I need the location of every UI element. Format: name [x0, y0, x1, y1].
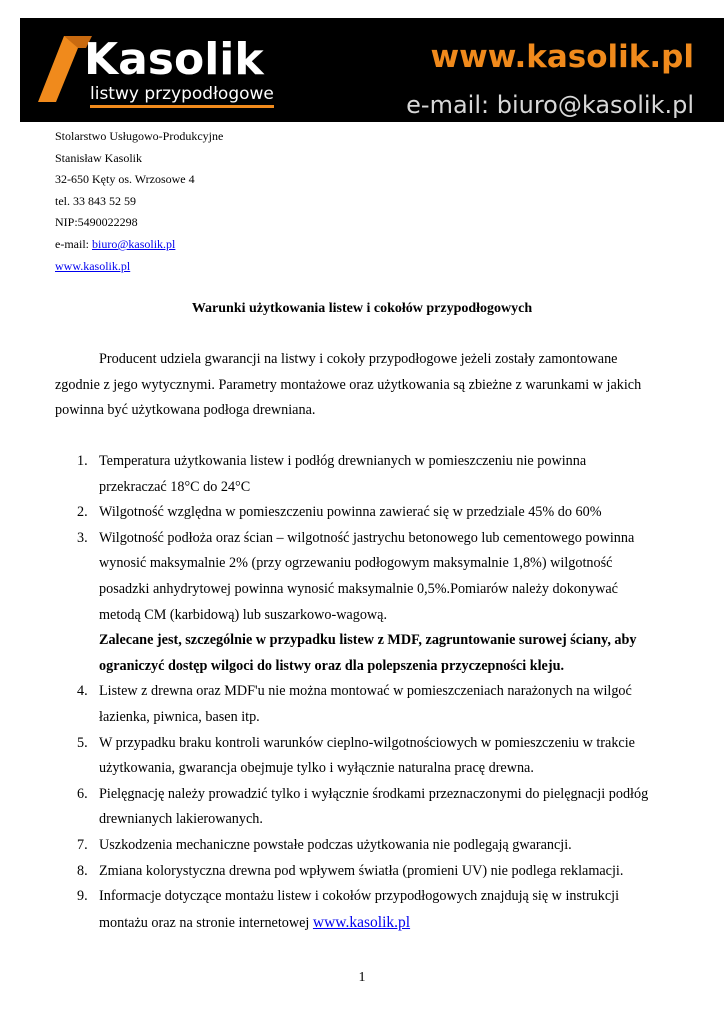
item-line: Zmiana kolorystyczna drewna pod wpływem światła (promieni UV) nie podlega reklamacji.: [99, 862, 624, 879]
item-line: Pielęgnację należy prowadzić tylko i wyłącznie środkami przeznaczonymi do pielęgnacji podłóg: [99, 785, 649, 802]
banner-email: e-mail: biuro@kasolik.pl: [406, 91, 694, 119]
item-number: 1.: [77, 453, 88, 469]
item-number: 9.: [77, 888, 88, 905]
list-item: [55, 679, 675, 730]
banner-website: www.kasolik.pl: [430, 39, 694, 75]
company-name: Stolarstwo Usługowo-Produkcyjne: [55, 129, 224, 143]
item-number: 6.: [77, 785, 88, 802]
item-line: Wilgotność względna w pomieszczeniu powinna zawierać się w przedziale 45% do 60%: [99, 504, 602, 521]
item-line: Wilgotność podłoża oraz ścian – wilgotność jastrychu betonowego lub cementowego powinna: [99, 529, 635, 546]
logo-tagline: listwy przypodłogowe: [90, 84, 274, 108]
website-link-inline[interactable]: www.kasolik.pl: [312, 913, 411, 931]
address-block: [55, 126, 223, 277]
terms-list: [55, 449, 675, 936]
item-line: Listew z drewna oraz MDF'u nie można montować w pomieszczeniach narażonych na wilgoć: [99, 683, 632, 700]
item-bold-line: Zalecane jest, szczególnie w przypadku listew z MDF, zagruntowanie surowej ściany, aby: [99, 632, 637, 649]
page-number: 1: [358, 970, 366, 985]
intro-line: zgodnie z jego wytycznymi. Parametry montażowe oraz użytkowania są zbieżne z warunkami w jakich: [55, 376, 642, 393]
website-link[interactable]: www.kasolik.pl: [55, 258, 131, 273]
list-item: [55, 884, 675, 936]
email-row: [55, 234, 223, 256]
item-number: 2.: [77, 504, 88, 521]
list-item: [55, 859, 675, 885]
item-number: 4.: [77, 683, 88, 700]
phone-number: tel. 33 843 52 59: [55, 193, 136, 208]
list-item: [55, 526, 675, 680]
list-item: [55, 833, 675, 859]
item-line: wynosić maksymalnie 2% (przy ogrzewaniu podłogowym maksymalnie 1,8%) wilgotność: [99, 555, 613, 572]
item-number: 5.: [77, 734, 88, 751]
item-line: Temperatura użytkowania listew i podłóg drewnianych w pomieszczeniu nie powinna: [99, 453, 587, 469]
intro-paragraph: [55, 347, 675, 424]
item-line: [99, 910, 675, 937]
item-line: Uszkodzenia mechaniczne powstałe podczas użytkowania nie podlegają gwarancji.: [99, 836, 572, 853]
item-line: użytkowania, gwarancja obejmuje tylko i wyłącznie naturalna pracę drewna.: [99, 760, 534, 777]
item-line: drewnianych lakierowanych.: [99, 811, 263, 828]
email-link[interactable]: biuro@kasolik.pl: [91, 236, 176, 251]
item-number: 7.: [77, 836, 88, 853]
street-address: 32-650 Kęty os. Wrzosowe 4: [55, 172, 195, 187]
list-item: [55, 731, 675, 782]
intro-line: Producent udziela gwarancji na listwy i cokoły przypodłogowe jeżeli zostały zamontowane: [99, 351, 618, 367]
item-text: montażu oraz na stronie internetowej: [99, 914, 313, 931]
intro-line: powinna być użytkowana podłoga drewniana.: [55, 402, 316, 419]
item-number: 3.: [77, 529, 88, 546]
nip-number: NIP:5490022298: [55, 215, 138, 230]
item-line: W przypadku braku kontroli warunków cieplno-wilgotnościowych w pomieszczeniu w trakcie: [99, 734, 635, 751]
logo-name: Kasolik: [84, 34, 264, 85]
website-row: [55, 256, 223, 278]
item-line: przekraczać 18°C do 24°C: [99, 478, 251, 495]
item-bold-line: ograniczyć dostęp wilgoci do listwy oraz dla polepszenia przyczepności kleju.: [99, 657, 565, 674]
email-label: e-mail:: [55, 236, 92, 251]
item-line: Informacje dotyczące montażu listew i cokołów przypodłogowych znajdują się w instrukcji: [99, 888, 620, 905]
item-line: metodą CM (karbidową) lub suszarkowo-wagową.: [99, 606, 388, 623]
item-line: posadzki anhydrytowej powinna wynosić maksymalnie 0,5%.Pomiarów należy dokonywać: [99, 580, 618, 597]
header-banner: [20, 18, 724, 122]
list-item: [55, 449, 675, 500]
item-line: łazienka, piwnica, basen itp.: [99, 708, 260, 725]
list-item: [55, 782, 675, 833]
item-number: 8.: [77, 862, 88, 879]
list-item: [55, 500, 675, 526]
document-title: Warunki użytkowania listew i cokołów przypodłogowych: [191, 301, 533, 316]
owner-name: Stanisław Kasolik: [55, 150, 142, 165]
